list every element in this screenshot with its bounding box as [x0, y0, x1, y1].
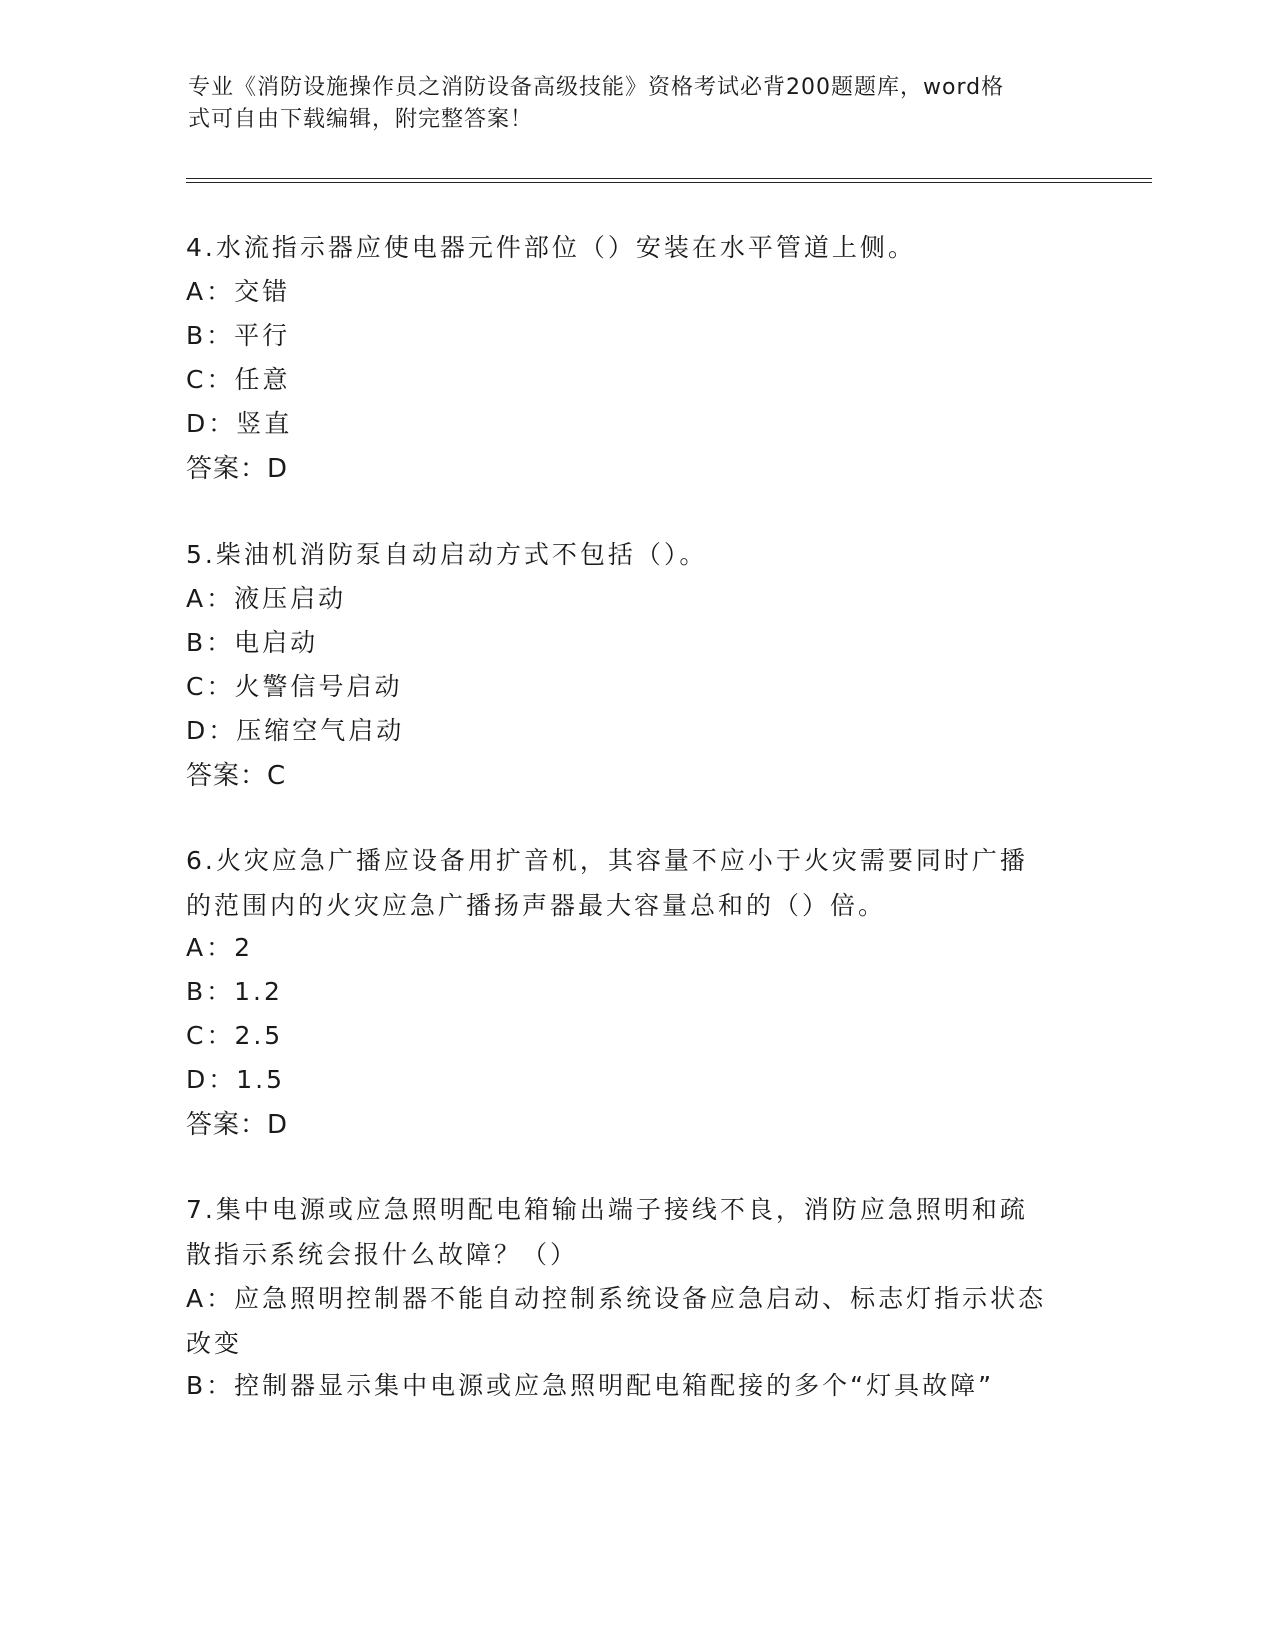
option-a: A：应急照明控制器不能自动控制系统设备应急启动、标志灯指示状态改变 [186, 1284, 1047, 1358]
option-b: B：平行 [186, 321, 291, 350]
option-d: D：1.5 [186, 1065, 286, 1094]
question-title: 6.火灾应急广播应设备用扩音机，其容量不应小于火灾需要同时广播的范围内的火灾应急广播扬声器最大容量总和的（）倍。 [186, 846, 1028, 920]
option-a: A：液压启动 [186, 584, 347, 613]
option-b: B：控制器显示集中电源或应急照明配电箱配接的多个“灯具故障” [186, 1371, 995, 1400]
option-c: C：任意 [186, 365, 291, 394]
header-line-2: 式可自由下载编辑，附完整答案！ [188, 107, 534, 132]
option-a: A：交错 [186, 277, 291, 306]
question-title: 4.水流指示器应使电器元件部位（）安装在水平管道上侧。 [186, 233, 916, 262]
header-line-1: 专业《消防设施操作员之消防设备高级技能》资格考试必背200题题库，word格 [188, 75, 1005, 100]
question-title: 7.集中电源或应急照明配电箱输出端子接线不良，消防应急照明和疏散指示系统会报什么故障？（） [186, 1195, 1028, 1269]
option-b: B：1.2 [186, 977, 283, 1006]
answer-text: 答案：D [186, 454, 289, 484]
option-a: A：2 [186, 933, 254, 962]
header-divider-second [186, 182, 1152, 183]
option-d: D：竖直 [186, 409, 293, 438]
option-b: B：电启动 [186, 628, 319, 657]
option-c: C：火警信号启动 [186, 672, 403, 701]
answer-text: 答案：C [186, 761, 287, 791]
option-c: C：2.5 [186, 1021, 284, 1050]
question-title: 5.柴油机消防泵自动启动方式不包括（）。 [186, 540, 708, 569]
answer-text: 答案：D [186, 1110, 289, 1140]
document-header [188, 72, 1068, 136]
header-divider [186, 178, 1152, 179]
option-d: D：压缩空气启动 [186, 716, 405, 745]
